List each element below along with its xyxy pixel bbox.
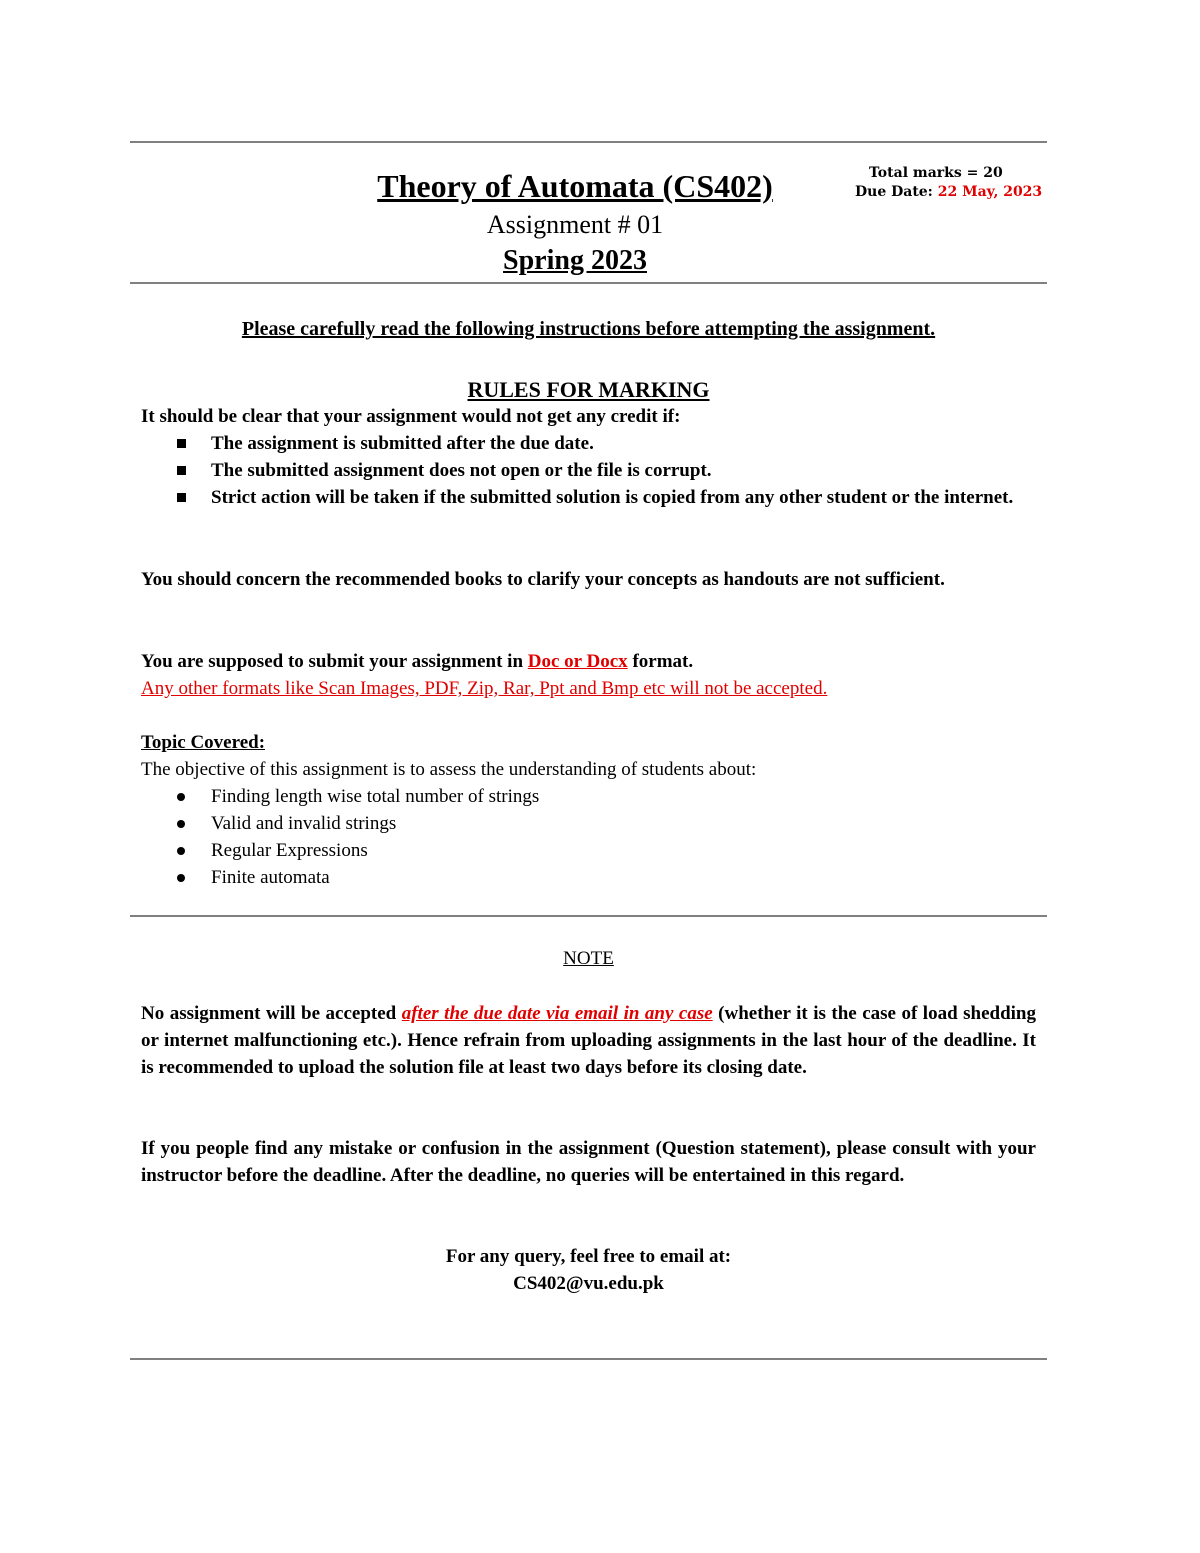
round-bullet-icon xyxy=(177,847,185,855)
due-date xyxy=(855,183,1042,202)
list-item: Strict action will be taken if the submitted solution is copied from any other student or the internet. xyxy=(141,484,1036,511)
assignment-number: Assignment # 01 xyxy=(486,210,664,239)
list-item: Valid and invalid strings xyxy=(141,810,1036,837)
list-item: Finite automata xyxy=(141,864,1036,891)
books-note: You should concern the recommended books to clarify your concepts as handouts are not sufficient. xyxy=(141,569,945,590)
note-paragraph-2: If you people find any mistake or confusion in the assignment (Question statement), please consult with your instructor before the deadline. After the deadline, no queries will be entertained in this regard. xyxy=(141,1138,1036,1186)
instructions-heading: Please carefully read the following instructions before attempting the assignment. xyxy=(241,318,936,340)
note-paragraph-1: No assignment will be accepted after the due date via email in any case (whether it is the case of load shedding or internet malfunctioning etc.). Hence refrain from uploading assignments in the last hour of the deadline. It is recommended to upload the solution file at least two days before its closing date. xyxy=(141,1003,1037,1078)
total-marks: Total marks = 20 xyxy=(869,165,1003,181)
header-rule xyxy=(130,282,1047,284)
list-item: The submitted assignment does not open or the file is corrupt. xyxy=(141,457,1036,484)
format-section xyxy=(141,648,1036,702)
square-bullet-icon xyxy=(177,466,186,475)
contact-line: For any query, feel free to email at: xyxy=(445,1246,732,1267)
format-highlight: Doc or Docx xyxy=(527,651,628,672)
note-heading: NOTE xyxy=(563,948,614,969)
rules-intro: It should be clear that your assignment would not get any credit if: xyxy=(141,406,681,427)
note-highlight: after the due date via email in any case xyxy=(401,1003,713,1024)
list-item: Finding length wise total number of strings xyxy=(141,783,1036,810)
rules-heading: RULES FOR MARKING xyxy=(467,377,710,402)
round-bullet-icon xyxy=(177,793,185,801)
course-title: Theory of Automata (CS402) xyxy=(377,168,773,204)
semester: Spring 2023 xyxy=(503,245,647,276)
bottom-rule xyxy=(130,1358,1047,1360)
topics-intro: The objective of this assignment is to assess the understanding of students about: xyxy=(141,759,757,780)
square-bullet-icon xyxy=(177,493,186,502)
square-bullet-icon xyxy=(177,439,186,448)
topics-section xyxy=(141,729,1036,891)
rules-section xyxy=(141,403,1036,511)
topics-list xyxy=(141,783,1036,891)
note-rule xyxy=(130,915,1047,917)
top-rule xyxy=(130,141,1047,143)
list-item: Regular Expressions xyxy=(141,837,1036,864)
contact-email[interactable]: CS402@vu.edu.pk xyxy=(513,1273,664,1294)
due-date-value: 22 May, 2023 xyxy=(937,184,1043,200)
topics-heading: Topic Covered: xyxy=(141,732,266,753)
rules-list xyxy=(141,430,1036,511)
format-line: You are supposed to submit your assignment in Doc or Docx format. xyxy=(141,651,694,672)
contact-section xyxy=(141,1243,1036,1297)
marks-box xyxy=(855,164,1042,202)
list-item: The assignment is submitted after the due date. xyxy=(141,430,1036,457)
due-date-label: Due Date: xyxy=(855,184,938,200)
round-bullet-icon xyxy=(177,820,185,828)
round-bullet-icon xyxy=(177,874,185,882)
format-warning: Any other formats like Scan Images, PDF, Zip, Rar, Ppt and Bmp etc will not be accepted. xyxy=(141,678,828,699)
